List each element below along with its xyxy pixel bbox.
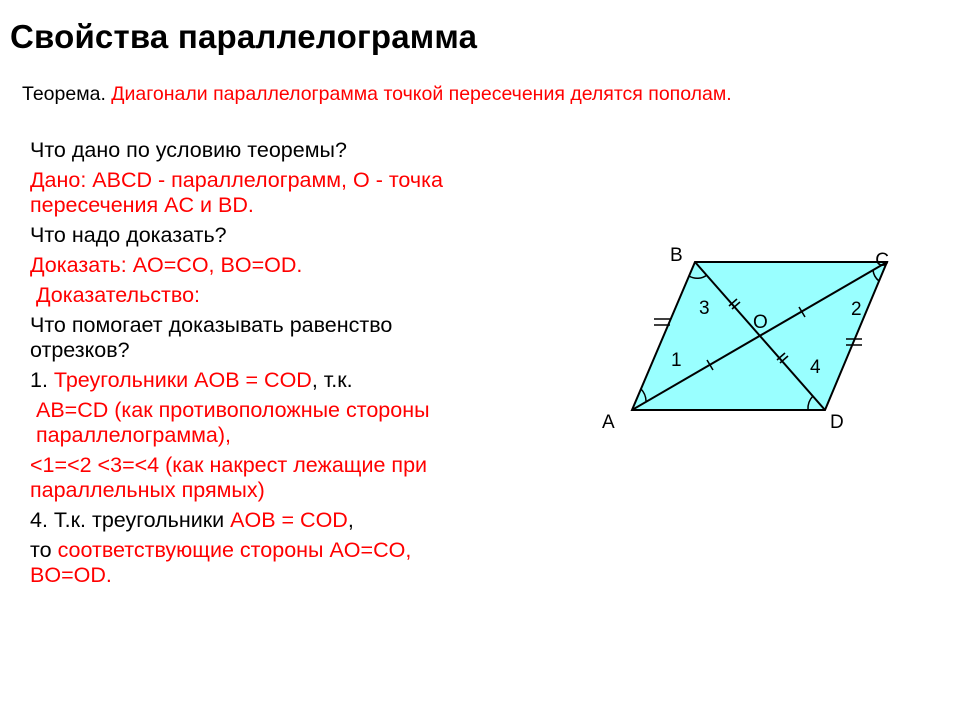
- vertex-label-d: D: [830, 412, 844, 433]
- angle-label-4: 4: [810, 357, 821, 378]
- angle-label-3: 3: [699, 298, 710, 319]
- vertex-label-c: C: [875, 250, 889, 271]
- parallelogram-diagram: [590, 235, 890, 445]
- reason-sides-line-2: параллелограмма),: [36, 423, 232, 447]
- reason-sides: [18, 398, 558, 448]
- angle-label-2: 2: [851, 299, 862, 320]
- proof-step-4: [18, 508, 558, 533]
- given-line-1: Дано: ABCD - параллелограмм, O - точка: [30, 168, 443, 192]
- given-statement: [18, 168, 558, 218]
- step-1-tail: , т.к.: [311, 368, 353, 392]
- angle-label-1: 1: [671, 350, 682, 371]
- given-line-2: пересечения AC и BD.: [30, 193, 254, 217]
- question-help-line-2: отрезков?: [30, 338, 130, 362]
- step-1-triangles: Треугольники AOB = COD: [53, 368, 312, 392]
- step-4-prefix: 4. Т.к. треугольники: [30, 508, 225, 532]
- question-prove: Что надо доказать?: [30, 223, 227, 247]
- conclusion: [18, 538, 558, 588]
- theorem-line: [22, 83, 732, 106]
- prove-statement: Доказать: AO=CO, BO=OD.: [30, 253, 303, 277]
- step-1-number: 1.: [30, 368, 48, 392]
- page-title: Свойства параллелограмма: [10, 18, 478, 55]
- reason-sides-line-1: AB=CD (как противоположные стороны: [36, 398, 430, 422]
- reason-angles-line-2: параллельных прямых): [30, 478, 265, 502]
- proof-step-1: [18, 368, 558, 393]
- theorem-prefix: Теорема.: [22, 83, 106, 105]
- conclusion-line-1: соответствующие стороны AO=CO,: [57, 538, 412, 562]
- conclusion-prefix: то: [30, 538, 52, 562]
- question-given: Что дано по условию теоремы?: [30, 138, 347, 162]
- vertex-label-o: O: [753, 312, 768, 333]
- parallelogram-figure: [590, 235, 890, 450]
- step-4-triangles: AOB = COD: [230, 508, 348, 532]
- proof-heading: Доказательство:: [36, 283, 201, 307]
- proof-text: [18, 138, 558, 593]
- step-4-tail: ,: [347, 508, 354, 532]
- vertex-label-b: B: [670, 245, 683, 266]
- conclusion-line-2: BO=OD.: [30, 563, 112, 587]
- vertex-label-a: A: [602, 412, 615, 433]
- question-help-line-1: Что помогает доказывать равенство: [30, 313, 393, 337]
- reason-angles-line-1: <1=<2 <3=<4 (как накрест лежащие при: [30, 453, 428, 477]
- theorem-statement: Диагонали параллелограмма точкой пересечения делятся пополам.: [111, 83, 732, 105]
- question-help: [18, 313, 558, 363]
- reason-angles: [18, 453, 558, 503]
